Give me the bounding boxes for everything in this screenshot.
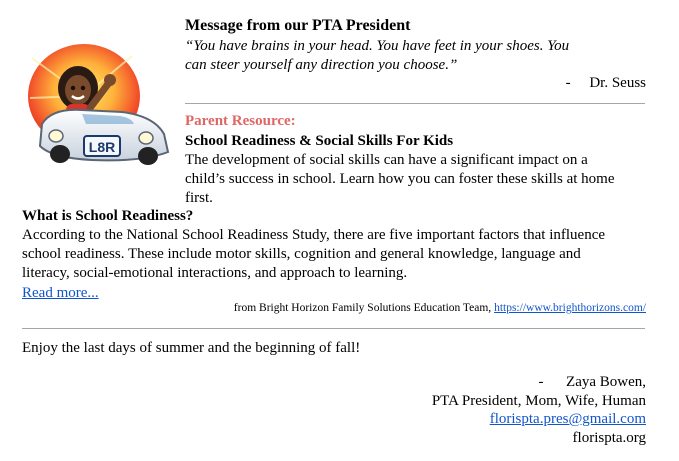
quote-line-2: can steer yourself any direction you choose.” (185, 57, 458, 73)
resource-body-line-2: child’s success in school. Learn how you can foster these skills at home (185, 171, 615, 187)
read-more-link[interactable]: Read more... (22, 285, 99, 301)
signature-website: florispta.org (572, 430, 646, 446)
readiness-body-line-1: According to the National School Readiness Study, there are five important factors that influence (22, 227, 606, 243)
readiness-heading: What is School Readiness? (22, 208, 194, 224)
divider-top (185, 103, 645, 104)
readiness-body-line-2: school readiness. These include motor skills, cognition and general knowledge, language and (22, 246, 581, 262)
signature-email-link[interactable]: florispta.pres@gmail.com (489, 411, 646, 427)
signature-titles: PTA President, Mom, Wife, Human (431, 393, 646, 409)
divider-bottom (22, 328, 645, 329)
resource-body-line-3: first. (185, 190, 213, 206)
bitmoji-driving-convertible-icon (22, 38, 182, 173)
resource-body-line-1: The development of social skills can have a significant impact on a (185, 152, 588, 168)
pta-president-bitmoji-illustration (22, 38, 182, 173)
message-title: Message from our PTA President (185, 17, 411, 34)
parent-resource-label: Parent Resource: (185, 113, 296, 129)
closing-message: Enjoy the last days of summer and the beginning of fall! (22, 340, 361, 356)
signature-name: - Zaya Bowen, (538, 374, 646, 390)
readiness-body-line-3: literacy, social-emotional interactions, and approach to learning. (22, 265, 408, 281)
quote-attribution: - Dr. Seuss (565, 75, 646, 91)
bright-horizons-link[interactable]: https://www.brighthorizons.com/ (494, 302, 646, 314)
source-credit (234, 301, 646, 316)
license-plate-text: L8R (88, 139, 116, 155)
quote-line-1: “You have brains in your head. You have feet in your shoes. You (185, 38, 570, 54)
source-credit-text: from Bright Horizon Family Solutions Education Team, (233, 302, 495, 314)
resource-title: School Readiness & Social Skills For Kids (185, 133, 454, 149)
